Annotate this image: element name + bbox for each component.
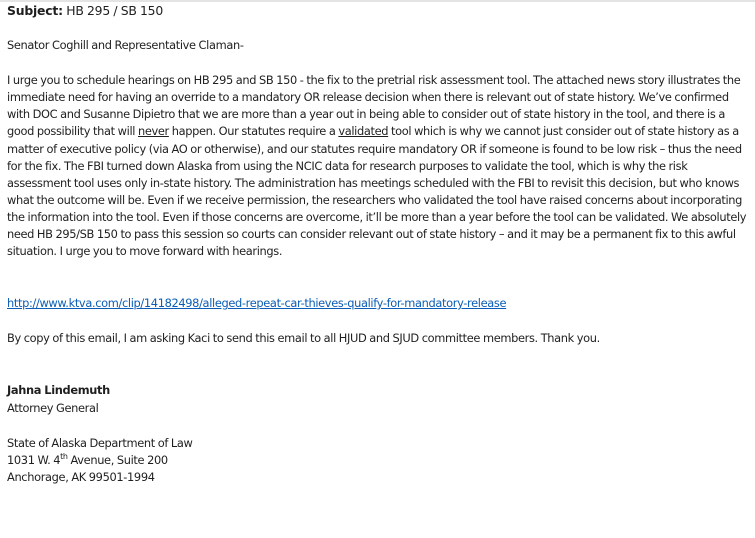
signature-organization: State of Alaska Department of Law: [7, 435, 193, 450]
ordinal-suffix: th: [60, 451, 68, 461]
underlined-word-validated: validated: [338, 124, 389, 139]
copy-note: By copy of this email, I am asking Kaci to send this email to all HJUD and SJUD committee members. Thank you.: [7, 331, 600, 346]
news-link-line: [7, 295, 753, 312]
email-message: [7, 2, 753, 486]
address-street-rest: Avenue, Suite 200: [67, 452, 168, 467]
subject-line: [7, 2, 753, 19]
news-clip-link[interactable]: http://www.ktva.com/clip/14182498/alleged-repeat-car-thieves-qualify-for-mandatory-release: [7, 296, 507, 311]
signature-address-line-1: [7, 452, 753, 469]
body-text-part-1: I urge you to schedule hearings on HB 295 and SB 150 - the fix to the pretrial risk assessment tool. The attached news story illustrates the immediate need for having an override to a mandatory OR release decision when there is relevant out of state history. We’ve confirmed with DOC and Susanne Dipietro that we are more than a year out in being able to consider out of state history in the tool, and there is a good possibility that will: [7, 73, 741, 139]
body-paragraph: [7, 72, 753, 260]
signature-title: Attorney General: [7, 400, 99, 415]
body-text-part-3: tool which is why we cannot just consider out of state history as a matter of executive policy (via AO or otherwise), and our statutes require mandatory OR if someone is found to be low risk – thus the need for the fix. The FBI turned down Alaska from using the NCIC data for research purposes to validate the tool, which is why the risk assessment tool uses only in-state history. The administration has meetings scheduled with the FBI to revisit this decision, but who knows what the outcome will be. Even if we receive permission, the researchers who validated the tool have raised concerns about incorporating the information into the tool. Even if those concerns are overcome, it’ll be more than a year before the tool can be validated. We absolutely need HB 295/SB 150 to pass this session so courts can consider relevant out of state history – and it may be a permanent fix to this awful situation. I urge you to move forward with hearings.: [7, 124, 747, 259]
salutation: Senator Coghill and Representative Claman-: [7, 38, 244, 53]
address-street-number: 1031 W. 4: [7, 452, 61, 467]
underlined-word-never: never: [137, 124, 169, 139]
subject-value: HB 295 / SB 150: [66, 3, 164, 18]
signature-address-line-2: Anchorage, AK 99501-1994: [7, 469, 155, 484]
body-text-part-2: happen. Our statutes require a: [168, 124, 339, 139]
signature-name: Jahna Lindemuth: [7, 383, 110, 398]
subject-label: Subject:: [7, 3, 63, 18]
